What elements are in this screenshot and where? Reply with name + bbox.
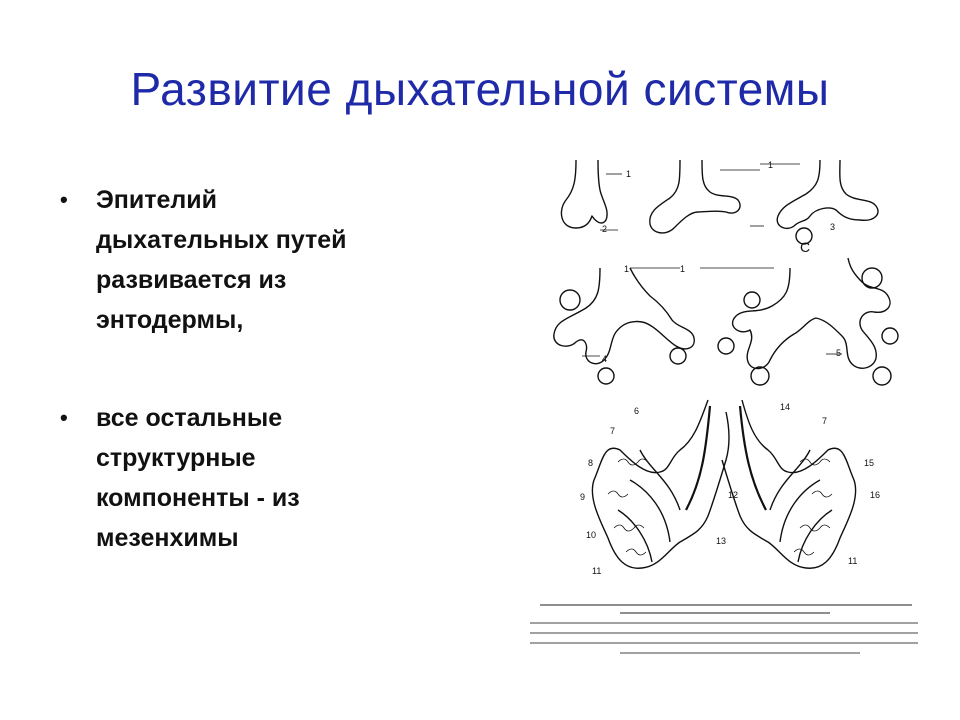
bullet-text: все остальные структурные компоненты - из мезенхимы	[96, 404, 300, 552]
figure-label: C	[800, 239, 811, 255]
bullet-dot-icon: •	[60, 405, 68, 430]
bullet-item-epithelium	[60, 180, 480, 340]
figure-label: 9	[580, 492, 586, 502]
figure-label: 8	[588, 458, 594, 468]
figure-label: 1	[680, 264, 686, 274]
figure-label: 1	[768, 160, 774, 170]
figure-label: 4	[602, 354, 608, 364]
figure-label: 15	[864, 458, 875, 468]
lung-development-drawing	[530, 150, 930, 670]
bullet-text: Эпителий дыхательных путей развивается из энтодермы,	[96, 186, 347, 334]
figure-label: 16	[870, 490, 881, 500]
lung-development-illustration	[530, 150, 930, 670]
figure-label: 2	[602, 224, 608, 234]
bullet-dot-icon: •	[60, 187, 68, 212]
figure-label: 7	[822, 416, 828, 426]
figure-label: 6	[634, 406, 640, 416]
slide-title: Развитие дыхательной системы	[130, 63, 830, 115]
illegible-caption	[530, 604, 918, 654]
figure-label: 1	[626, 169, 632, 179]
figure-label: 5	[836, 348, 842, 358]
figure-label: 13	[716, 536, 727, 546]
figure-label: 1	[624, 264, 630, 274]
bullet-item-mesenchyme	[60, 398, 480, 558]
figure-label: 7	[610, 426, 616, 436]
figure-label: 10	[586, 530, 597, 540]
figure-label: 12	[728, 490, 739, 500]
figure-label: 11	[848, 556, 858, 566]
figure-label: 3	[830, 222, 836, 232]
figure-label: 14	[780, 402, 791, 412]
bullet-list	[60, 180, 480, 558]
figure-label: 11	[592, 566, 602, 576]
